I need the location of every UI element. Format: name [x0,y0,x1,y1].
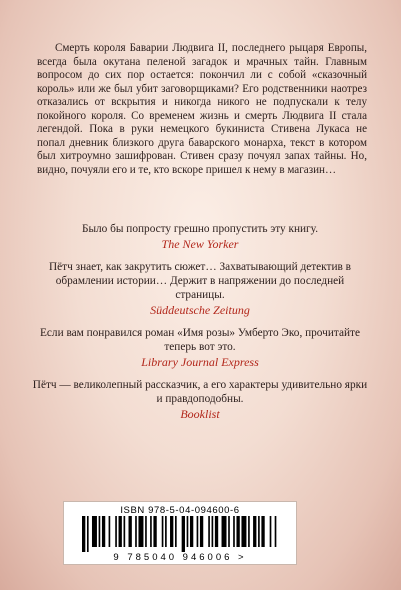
review [30,260,370,317]
review-quote: Было бы попросту грешно пропустить эту книгу. [81,223,319,235]
blurb-text: Смерть короля Баварии Людвига II, последнего рыцаря Европы, всегда была окутана пеленой загадок и мрачных тайн. Главным вопросом до сих пор остается: покончил ли с собой «сказочный король» или же был убит заговорщиками? Его родственники наотрез отказались от вскрытия и никогда никого не подпускали к телу покойного короля. Со временем жизнь и смерть Людвига II стала легендой. Пока в руки немецкого букиниста Стивена Лукаса не попал дневник близкого друга баварского монарха, текст в котором был хитроумно зашифрован. Стивен сразу почуял запах тайны. Но, видно, почуяли его и те, кто вскоре пришел к нему в магазин… [37,42,367,176]
review [30,378,370,421]
barcode-bars [82,516,278,552]
reviews-section [30,222,370,430]
review-quote: Пётч знает, как закрутить сюжет… Захватывающий детектив в обрамлении истории… Держит в напряжении до последней страницы. [49,261,351,301]
review [30,326,370,369]
isbn-barcode [63,501,297,565]
review-source: Library Journal Express [141,355,259,369]
review-quote: Если вам понравился роман «Имя розы» Умберто Эко, прочитайте теперь вот это. [40,327,360,353]
review-quote: Пётч — великолепный рассказчик, а его характеры удивительно ярки и правдоподобны. [32,379,368,405]
barcode-number: 9 785040 946006 > [113,552,247,563]
review-source: The New Yorker [161,237,239,251]
review-source: Süddeutsche Zeitung [150,303,250,317]
book-blurb [37,42,367,177]
review [30,222,370,251]
review-source: Booklist [180,407,220,421]
isbn-label: ISBN 978-5-04-094600-6 [120,505,240,516]
